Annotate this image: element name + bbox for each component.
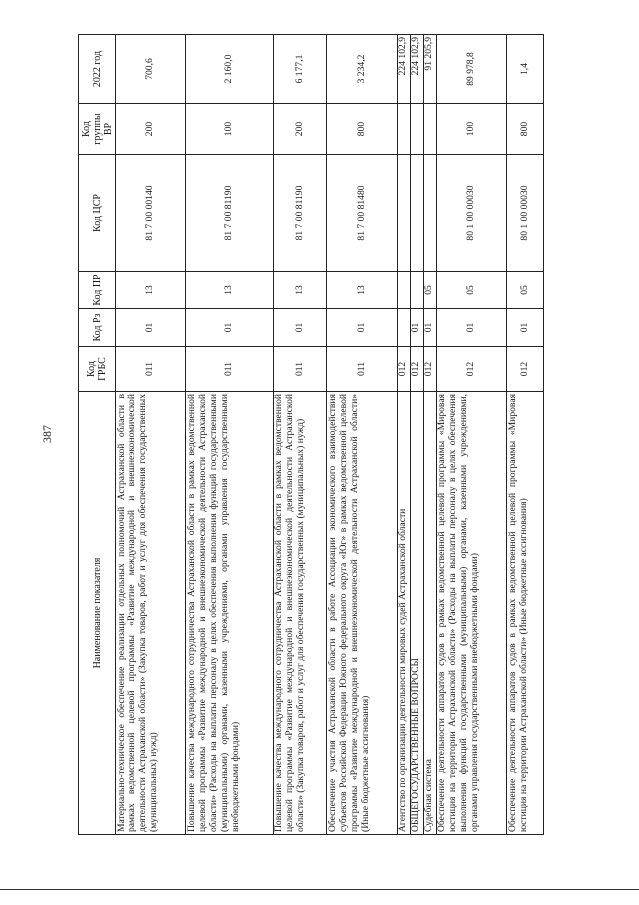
cell-name: Повышение качества международного сотрудничества Астраханской области в рамках ведомственной целевой программы «Развитие международной и внешнеэкономической деятельности Астраханской области» (Закупка товаров, работ и услуг для обеспечения государственных (муниципальных) нужд) (273, 392, 327, 835)
cell-vr: 100 (186, 104, 273, 155)
cell-sum: 2 160,0 (186, 35, 273, 104)
cell-grbs: 012 (436, 347, 506, 392)
header-grbs: Код ГРБС (79, 347, 116, 392)
table-row (507, 35, 544, 835)
cell-csr (397, 155, 410, 272)
cell-name: Судебная система (423, 392, 436, 835)
cell-grbs: 012 (397, 347, 410, 392)
budget-table (78, 34, 544, 835)
header-pr: Код ПР (79, 272, 116, 309)
cell-csr: 80 1 00 00030 (507, 155, 544, 272)
table-row (327, 35, 397, 835)
cell-name: Обеспечение участия Астраханской области в работе Ассоциации экономического взаимодействия субъектов Российской Федерации Южного федерального округа «Юг» в рамках ведомственной целевой программы «Развитие международной и внешнеэкономической деятельности Астраханской области» (Иные бюджетные ассигнования) (327, 392, 397, 835)
cell-sum: 224 102,9 (397, 35, 410, 104)
bottom-rule (0, 889, 639, 890)
cell-name: ОБЩЕГОСУДАРСТВЕННЫЕ ВОПРОСЫ (410, 392, 423, 835)
cell-pr: 13 (116, 272, 186, 309)
cell-pr (397, 272, 410, 309)
cell-sum: 3 234,2 (327, 35, 397, 104)
cell-sum: 6 177,1 (273, 35, 327, 104)
cell-grbs: 011 (327, 347, 397, 392)
cell-pr: 05 (423, 272, 436, 309)
cell-csr: 81 7 00 81190 (273, 155, 327, 272)
cell-rz: 01 (436, 309, 506, 347)
cell-rz: 01 (410, 309, 423, 347)
cell-csr: 81 7 00 81480 (327, 155, 397, 272)
cell-csr: 81 7 00 00140 (116, 155, 186, 272)
cell-csr (423, 155, 436, 272)
table-header-row (79, 35, 116, 835)
cell-name: Материально-техническое обеспечение реализации отдельных полномочий Астраханской области в рамках ведомственной целевой программы «Развитие международной и внешнеэкономической деятельности Астраханской области» (Закупка товаров, работ и услуг для обеспечения государственных (муниципальных) нужд) (116, 392, 186, 835)
cell-vr: 800 (327, 104, 397, 155)
header-vr: Код группы ВР (79, 104, 116, 155)
cell-rz: 01 (327, 309, 397, 347)
cell-grbs: 012 (507, 347, 544, 392)
cell-name: Обеспечение деятельности аппаратов судов в рамках ведомственной целевой программы «Мировая юстиция на территории Астраханской области» (Расходы на выплаты персоналу в целях обеспечения выполнения функций государственными (муниципальными) органами, казенными учреждениями, органами управления государственными внебюджетными фондами) (436, 392, 506, 835)
cell-rz: 01 (116, 309, 186, 347)
table-row (273, 35, 327, 835)
cell-pr: 13 (186, 272, 273, 309)
cell-rz: 01 (273, 309, 327, 347)
cell-sum: 700,6 (116, 35, 186, 104)
page-number: 387 (40, 425, 54, 443)
cell-grbs: 011 (116, 347, 186, 392)
cell-csr (410, 155, 423, 272)
table-row (397, 35, 410, 835)
table-row (186, 35, 273, 835)
cell-pr: 13 (327, 272, 397, 309)
table-row (116, 35, 186, 835)
cell-vr: 800 (507, 104, 544, 155)
cell-grbs: 011 (273, 347, 327, 392)
rotated-page-content (78, 35, 544, 835)
cell-name: Агентство по организации деятельности мировых судей Астраханской области (397, 392, 410, 835)
cell-vr: 200 (116, 104, 186, 155)
cell-vr: 100 (436, 104, 506, 155)
header-rz: Код Рз (79, 309, 116, 347)
cell-sum: 1,4 (507, 35, 544, 104)
cell-sum: 89 978,8 (436, 35, 506, 104)
cell-csr: 80 1 00 00030 (436, 155, 506, 272)
table-row (410, 35, 423, 835)
cell-rz: 01 (507, 309, 544, 347)
cell-name: Обеспечение деятельности аппаратов судов в рамках ведомственной целевой программы «Мировая юстиция на территории Астраханской области» (Иные бюджетные ассигнования) (507, 392, 544, 835)
cell-grbs: 011 (186, 347, 273, 392)
cell-rz (397, 309, 410, 347)
header-csr: Код ЦСР (79, 155, 116, 272)
cell-vr (397, 104, 410, 155)
cell-pr (410, 272, 423, 309)
cell-grbs: 012 (410, 347, 423, 392)
cell-grbs: 012 (423, 347, 436, 392)
cell-pr: 05 (436, 272, 506, 309)
cell-rz: 01 (186, 309, 273, 347)
cell-csr: 81 7 00 81190 (186, 155, 273, 272)
cell-pr: 13 (273, 272, 327, 309)
cell-vr (423, 104, 436, 155)
header-sum: 2022 год (79, 35, 116, 104)
table-row (436, 35, 506, 835)
cell-sum: 224 102,9 (410, 35, 423, 104)
cell-vr: 200 (273, 104, 327, 155)
cell-name: Повышение качества международного сотрудничества Астраханской области в рамках ведомственной целевой программы «Развитие международной и внешнеэкономической деятельности Астраханской области» (Расходы на выплаты персоналу в целях обеспечения выполнения функций государственными (муниципальными) органами, казенными учреждениями, органами управления государственными внебюджетными фондами) (186, 392, 273, 835)
table-row (423, 35, 436, 835)
cell-rz: 01 (423, 309, 436, 347)
header-name: Наименование показателя (79, 392, 116, 835)
cell-sum: 91 205,9 (423, 35, 436, 104)
cell-vr (410, 104, 423, 155)
cell-pr: 05 (507, 272, 544, 309)
